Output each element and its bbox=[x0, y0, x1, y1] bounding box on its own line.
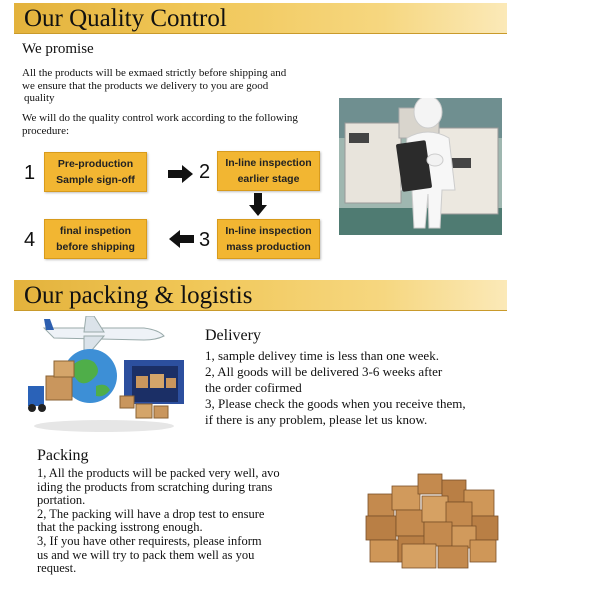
packing-line: 1, All the products will be packed very well, avo bbox=[37, 466, 280, 480]
step-2-number: 2 bbox=[199, 161, 211, 183]
packing-line: us and we will try to pack them well as you bbox=[37, 547, 255, 562]
packing-logistics-title: Our packing & logistis bbox=[24, 282, 253, 309]
promise-line: All the products will be exmaed strictly before shipping and bbox=[22, 67, 287, 79]
packing-line: request. bbox=[37, 561, 77, 576]
promise-paragraph bbox=[22, 67, 286, 105]
packing-text bbox=[37, 467, 280, 576]
packing-line: 3, If you have other requirests, please inform bbox=[37, 533, 262, 548]
promise-line: quality bbox=[24, 92, 55, 104]
step-4-line2: before shipping bbox=[56, 241, 135, 253]
procedure-paragraph bbox=[22, 112, 298, 137]
arrow-left-icon bbox=[169, 230, 195, 248]
step-1-line1: Pre-production bbox=[57, 158, 134, 170]
step-3-line2: mass production bbox=[226, 241, 311, 253]
step-1-line2: Sample sign-off bbox=[56, 174, 135, 186]
packing-logistics-banner bbox=[14, 280, 507, 311]
delivery-line: the order cofirmed bbox=[205, 380, 302, 395]
delivery-line: if there is any problem, please let us know. bbox=[205, 412, 428, 427]
step-1-number: 1 bbox=[24, 162, 36, 184]
step-4-box bbox=[44, 219, 147, 259]
packing-line: iding the products from scratching during trans bbox=[37, 479, 273, 494]
delivery-line: 2, All goods will be delivered 3-6 weeks after bbox=[205, 364, 443, 379]
packing-line: 2, The packing will have a drop test to ensure bbox=[37, 506, 265, 521]
delivery-text bbox=[205, 348, 466, 428]
arrow-down-icon bbox=[249, 193, 267, 217]
we-promise-heading: We promise bbox=[22, 41, 94, 57]
delivery-line: 1, sample delivey time is less than one week. bbox=[205, 348, 439, 363]
delivery-line: 3, Please check the goods when you receive them, bbox=[205, 396, 466, 411]
logistics-illustration bbox=[24, 316, 190, 434]
delivery-heading: Delivery bbox=[205, 327, 261, 344]
inspector-photo bbox=[339, 98, 502, 235]
step-2-line2: earlier stage bbox=[237, 173, 300, 185]
cardboard-boxes-photo bbox=[362, 470, 502, 572]
arrow-right-icon bbox=[168, 165, 194, 183]
packing-heading: Packing bbox=[37, 447, 89, 464]
step-3-line1: In-line inspection bbox=[225, 225, 312, 237]
procedure-line: We will do the quality control work according to the following bbox=[22, 112, 298, 124]
step-2-box bbox=[217, 151, 320, 191]
step-3-box bbox=[217, 219, 320, 259]
quality-control-title: Our Quality Control bbox=[24, 5, 227, 32]
packing-line: that the packing isstrong enough. bbox=[37, 520, 203, 535]
step-2-line1: In-line inspection bbox=[225, 157, 312, 169]
procedure-line: procedure: bbox=[22, 124, 70, 137]
promise-line: we ensure that the products we delivery to you are good bbox=[22, 79, 269, 92]
step-4-line1: final inspetion bbox=[59, 225, 132, 237]
packing-line: portation. bbox=[37, 493, 86, 508]
step-3-number: 3 bbox=[199, 229, 211, 251]
quality-control-banner bbox=[14, 3, 507, 34]
step-4-number: 4 bbox=[24, 229, 36, 251]
step-1-box bbox=[44, 152, 147, 192]
